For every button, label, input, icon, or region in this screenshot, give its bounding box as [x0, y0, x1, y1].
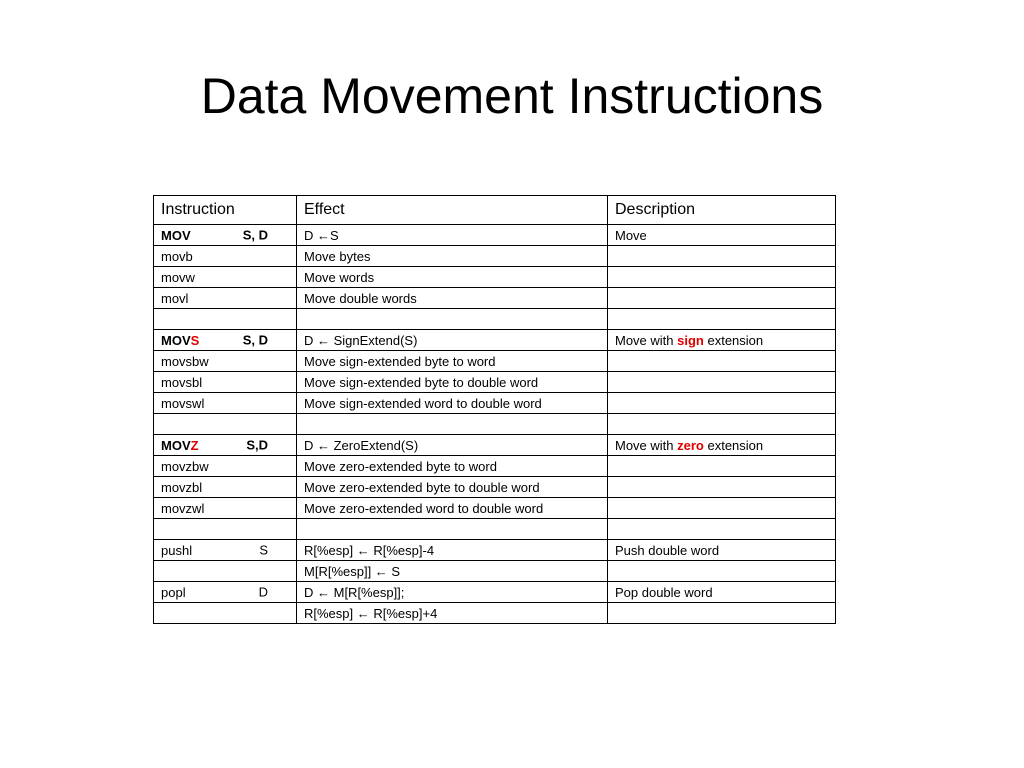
- description-cell: Move: [608, 225, 836, 246]
- effect-cell: D ← M[R[%esp]];: [297, 582, 608, 603]
- effect-cell: Move zero-extended byte to double word: [297, 477, 608, 498]
- description-cell: [608, 435, 836, 456]
- mnemonic: popl: [161, 584, 186, 600]
- empty-cell: [608, 414, 836, 435]
- instruction-cell: [154, 225, 297, 246]
- description-highlight: zero: [677, 437, 704, 453]
- mnemonic: movzwl: [161, 500, 205, 516]
- instruction-cell: [154, 267, 297, 288]
- table-row-empty: [154, 519, 836, 540]
- table-row: [154, 498, 836, 519]
- empty-cell: [297, 414, 608, 435]
- effect-cell: D ← SignExtend(S): [297, 330, 608, 351]
- table-row: [154, 351, 836, 372]
- instruction-cell: [154, 246, 297, 267]
- instruction-cell: [154, 435, 297, 456]
- description-cell: [608, 477, 836, 498]
- mnemonic: movswl: [161, 395, 205, 411]
- description-tail: extension: [703, 437, 764, 453]
- table-row-empty: [154, 309, 836, 330]
- instruction-cell: [154, 372, 297, 393]
- operands: S,D: [246, 437, 268, 453]
- table-row: [154, 246, 836, 267]
- table-row: [154, 540, 836, 561]
- instruction-cell: [154, 603, 297, 624]
- mnemonic: pushl: [161, 542, 193, 558]
- mnemonic: movsbw: [161, 353, 209, 369]
- effect-cell: Move sign-extended byte to word: [297, 351, 608, 372]
- description-highlight: sign: [677, 332, 704, 348]
- instruction-cell: [154, 561, 297, 582]
- description-cell: [608, 603, 836, 624]
- header-instruction: Instruction: [154, 196, 297, 225]
- effect-cell: D ← ZeroExtend(S): [297, 435, 608, 456]
- description-tail: extension: [703, 332, 764, 348]
- mnemonic: MOV: [161, 227, 191, 243]
- mnemonic: movl: [161, 290, 189, 306]
- description-cell: [608, 267, 836, 288]
- effect-cell: Move double words: [297, 288, 608, 309]
- effect-cell: Move zero-extended byte to word: [297, 456, 608, 477]
- mnemonic: movw: [161, 269, 195, 285]
- mnemonic: movb: [161, 248, 193, 264]
- table-header-row: [154, 196, 836, 225]
- operands: S: [259, 542, 268, 558]
- operands: D: [258, 584, 268, 600]
- table-row: [154, 582, 836, 603]
- table-row: [154, 561, 836, 582]
- header-description: Description: [608, 196, 836, 225]
- effect-cell: R[%esp] ← R[%esp]+4: [297, 603, 608, 624]
- empty-cell: [608, 519, 836, 540]
- mnemonic-suffix: Z: [190, 437, 199, 453]
- effect-cell: Move words: [297, 267, 608, 288]
- effect-cell: R[%esp] ← R[%esp]-4: [297, 540, 608, 561]
- effect-cell: Move sign-extended word to double word: [297, 393, 608, 414]
- description-cell: [608, 246, 836, 267]
- mnemonic-suffix: S: [190, 332, 200, 348]
- slide-title: Data Movement Instructions: [200, 68, 824, 124]
- description-cell: [608, 561, 836, 582]
- empty-cell: [297, 309, 608, 330]
- empty-cell: [154, 519, 297, 540]
- operands: S, D: [242, 332, 268, 348]
- empty-cell: [154, 309, 297, 330]
- empty-cell: [297, 519, 608, 540]
- description-text: Move with: [615, 332, 678, 348]
- effect-cell: Move sign-extended byte to double word: [297, 372, 608, 393]
- table-row-empty: [154, 414, 836, 435]
- description-cell: Push double word: [608, 540, 836, 561]
- empty-cell: [608, 309, 836, 330]
- description-cell: [608, 393, 836, 414]
- effect-cell: Move bytes: [297, 246, 608, 267]
- instruction-cell: [154, 582, 297, 603]
- instruction-table: [153, 195, 836, 624]
- instruction-cell: [154, 330, 297, 351]
- instruction-cell: [154, 498, 297, 519]
- instruction-cell: [154, 288, 297, 309]
- table-row: [154, 456, 836, 477]
- table-row: [154, 288, 836, 309]
- description-cell: [608, 351, 836, 372]
- operands: S, D: [242, 227, 268, 243]
- instruction-cell: [154, 393, 297, 414]
- mnemonic: MOV: [161, 437, 191, 453]
- description-cell: Pop double word: [608, 582, 836, 603]
- description-cell: [608, 498, 836, 519]
- effect-cell: D ←S: [297, 225, 608, 246]
- description-cell: [608, 288, 836, 309]
- effect-cell: Move zero-extended word to double word: [297, 498, 608, 519]
- effect-cell: M[R[%esp]] ← S: [297, 561, 608, 582]
- mnemonic: movzbw: [161, 458, 209, 474]
- instruction-cell: [154, 540, 297, 561]
- table-row: [154, 225, 836, 246]
- table-row: [154, 477, 836, 498]
- instruction-cell: [154, 477, 297, 498]
- empty-cell: [154, 414, 297, 435]
- table-row: [154, 267, 836, 288]
- table-row: [154, 330, 836, 351]
- description-text: Move with: [615, 437, 678, 453]
- mnemonic: movsbl: [161, 374, 203, 390]
- instruction-cell: [154, 351, 297, 372]
- header-effect: Effect: [297, 196, 608, 225]
- description-cell: [608, 330, 836, 351]
- mnemonic: movzbl: [161, 479, 203, 495]
- description-cell: [608, 456, 836, 477]
- mnemonic: MOV: [161, 332, 191, 348]
- instruction-cell: [154, 456, 297, 477]
- description-cell: [608, 372, 836, 393]
- table-row: [154, 372, 836, 393]
- table-row: [154, 435, 836, 456]
- table-row: [154, 393, 836, 414]
- table-row: [154, 603, 836, 624]
